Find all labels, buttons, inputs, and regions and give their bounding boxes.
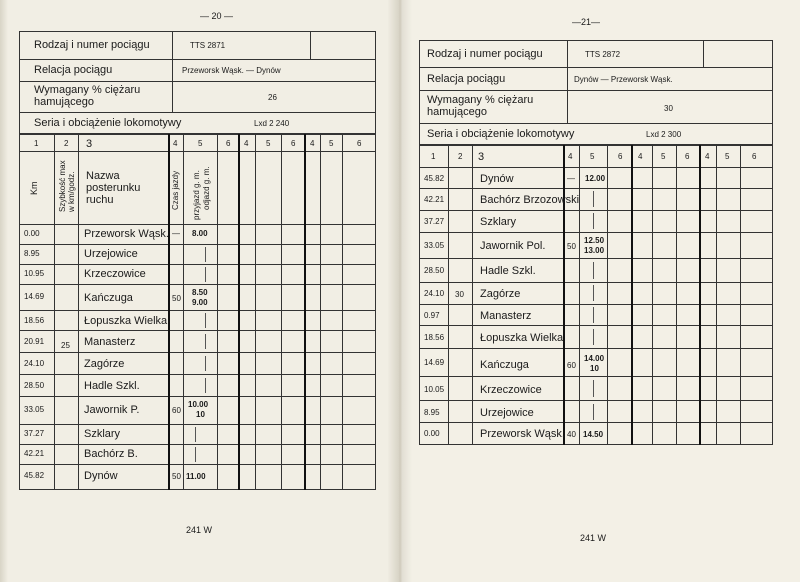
loco-label: Seria i obciążenie lokomotywy <box>427 128 575 140</box>
row-station: Urzejowice <box>84 248 138 260</box>
row-time-arrival: 14.00 <box>584 354 605 363</box>
col-num-7: 4 <box>638 152 643 161</box>
row-km: 33.05 <box>424 241 445 250</box>
row-station: Zagórze <box>84 358 125 370</box>
row-station: Jawornik P. <box>84 404 140 416</box>
braking-value: 26 <box>268 93 277 102</box>
row-time: 14.50 <box>583 430 604 439</box>
right-page <box>400 0 800 582</box>
row-km: 10.95 <box>24 269 45 278</box>
page-number: — 20 — <box>200 11 234 21</box>
row-station: Łopuszka Wielka <box>480 332 564 344</box>
col-num-12: 6 <box>357 139 362 148</box>
row-km: 18.56 <box>24 316 45 325</box>
row-km: 8.95 <box>24 249 40 258</box>
row-km: 45.82 <box>424 174 445 183</box>
row-station: Łopuszka Wielka <box>84 315 168 327</box>
braking-value: 30 <box>664 104 673 113</box>
row-km: 0.97 <box>424 311 440 320</box>
row-km: 28.50 <box>424 266 445 275</box>
page-footer: 241 W <box>186 525 213 535</box>
row-time-departure: 10 <box>590 364 599 373</box>
row-run-time: 50 <box>172 294 181 303</box>
col-header-departure: odjazd g. m. <box>202 166 211 210</box>
row-time-arrival: 12.50 <box>584 236 605 245</box>
row-km: 14.69 <box>24 292 45 301</box>
row-km: 14.69 <box>424 358 445 367</box>
row-station: Przeworsk Wąsk. <box>480 428 565 440</box>
col-header-speed-1: Szybkość max <box>58 160 67 212</box>
col-num-3: 3 <box>86 138 93 150</box>
row-station: Krzeczowice <box>480 384 542 396</box>
row-station: Krzeczowice <box>84 268 146 280</box>
speed-value: 25 <box>61 341 70 350</box>
row-km: 8.95 <box>424 408 440 417</box>
relation-value: Przeworsk Wąsk. — Dynów <box>182 66 281 75</box>
row-station: Szklary <box>84 428 121 440</box>
row-run-time: 50 <box>567 242 576 251</box>
col-num-5: 5 <box>590 152 595 161</box>
col-num-1: 1 <box>431 152 436 161</box>
row-km: 42.21 <box>424 195 445 204</box>
row-run-time: 50 <box>172 472 181 481</box>
col-num-3: 3 <box>478 151 485 163</box>
row-station: Zagórze <box>480 288 521 300</box>
page-number: —21— <box>572 17 601 27</box>
row-run-time: 60 <box>172 406 181 415</box>
row-station: Dynów <box>84 470 118 482</box>
row-km: 10.05 <box>424 385 445 394</box>
col-num-6: 6 <box>618 152 623 161</box>
col-num-12: 6 <box>752 152 757 161</box>
book-spine <box>388 0 412 582</box>
col-header-name-2: posterunku <box>86 182 141 194</box>
row-station: Urzejowice <box>480 407 534 419</box>
row-time-departure: 10 <box>196 410 205 419</box>
speed-value: 30 <box>455 290 464 299</box>
row-km: 37.27 <box>424 217 445 226</box>
col-header-arrival: przyjazd g. m. <box>192 170 201 220</box>
loco-value: Lxd 2 240 <box>254 119 290 128</box>
col-num-6: 6 <box>226 139 231 148</box>
row-time-departure: 13.00 <box>584 246 605 255</box>
row-station: Dynów <box>480 173 514 185</box>
col-num-1: 1 <box>34 139 39 148</box>
row-station: Manasterz <box>84 336 136 348</box>
row-run-time: — <box>567 174 575 183</box>
row-time-departure: 9.00 <box>192 298 208 307</box>
row-run-time: 40 <box>567 430 576 439</box>
col-num-4: 4 <box>173 139 178 148</box>
col-num-10: 4 <box>310 139 315 148</box>
train-label: Rodzaj i numer pociągu <box>34 39 150 51</box>
col-num-4: 4 <box>568 152 573 161</box>
row-station: Kańczuga <box>84 292 133 304</box>
col-num-10: 4 <box>705 152 710 161</box>
braking-label-1: Wymagany % ciężaru <box>427 94 534 106</box>
col-num-2: 2 <box>458 152 463 161</box>
page-footer: 241 W <box>580 533 607 543</box>
row-station: Bachórz B. <box>84 448 138 460</box>
row-km: 24.10 <box>424 289 445 298</box>
row-station: Przeworsk Wąsk. <box>84 228 169 240</box>
row-station: Manasterz <box>480 310 532 322</box>
row-run-time: 60 <box>567 361 576 370</box>
loco-label: Seria i obciążenie lokomotywy <box>34 117 182 129</box>
col-header-run-time: Czas jazdy <box>171 170 180 210</box>
col-num-2: 2 <box>64 139 69 148</box>
braking-label-2: hamującego <box>427 106 487 118</box>
row-km: 37.27 <box>24 429 45 438</box>
row-time: 8.00 <box>192 229 208 238</box>
row-time: 12.00 <box>585 174 606 183</box>
row-station: Szklary <box>480 216 517 228</box>
col-num-11: 5 <box>725 152 730 161</box>
col-header-name-1: Nazwa <box>86 170 120 182</box>
braking-label-1: Wymagany % ciężaru <box>34 84 141 96</box>
col-num-7: 4 <box>244 139 249 148</box>
train-value: TTS 2872 <box>585 50 621 59</box>
row-km: 24.10 <box>24 359 45 368</box>
row-km: 18.56 <box>424 333 445 342</box>
row-station: Hadle Szkl. <box>480 265 536 277</box>
loco-value: Lxd 2 300 <box>646 130 682 139</box>
train-label: Rodzaj i numer pociągu <box>427 48 543 60</box>
row-km: 0.00 <box>24 229 40 238</box>
row-run-time: — <box>172 229 180 238</box>
col-header-speed-2: w km/godz. <box>67 171 76 212</box>
braking-label-2: hamującego <box>34 96 94 108</box>
row-time: 11.00 <box>186 472 206 481</box>
col-header-name-3: ruchu <box>86 194 114 206</box>
col-num-11: 5 <box>329 139 334 148</box>
relation-label: Relacja pociągu <box>427 73 506 85</box>
row-km: 20.91 <box>24 337 45 346</box>
row-station: Kańczuga <box>480 359 529 371</box>
row-station: Jawornik Pol. <box>480 240 546 252</box>
row-km: 0.00 <box>424 429 440 438</box>
row-km: 42.21 <box>24 449 45 458</box>
row-time-arrival: 8.50 <box>192 288 208 297</box>
col-num-8: 5 <box>661 152 666 161</box>
col-num-9: 6 <box>291 139 296 148</box>
relation-value: Dynów — Przeworsk Wąsk. <box>574 75 673 84</box>
row-km: 33.05 <box>24 405 45 414</box>
col-header-km: Km <box>29 181 39 195</box>
row-time-arrival: 10.00 <box>188 400 209 409</box>
col-num-5: 5 <box>198 139 203 148</box>
row-station: Hadle Szkl. <box>84 380 140 392</box>
row-station: Bachórz Brzozowski <box>480 194 580 206</box>
relation-label: Relacja pociągu <box>34 64 113 76</box>
train-value: TTS 2871 <box>190 41 226 50</box>
col-num-9: 6 <box>685 152 690 161</box>
row-km: 28.50 <box>24 381 45 390</box>
col-num-8: 5 <box>266 139 271 148</box>
row-km: 45.82 <box>24 471 45 480</box>
